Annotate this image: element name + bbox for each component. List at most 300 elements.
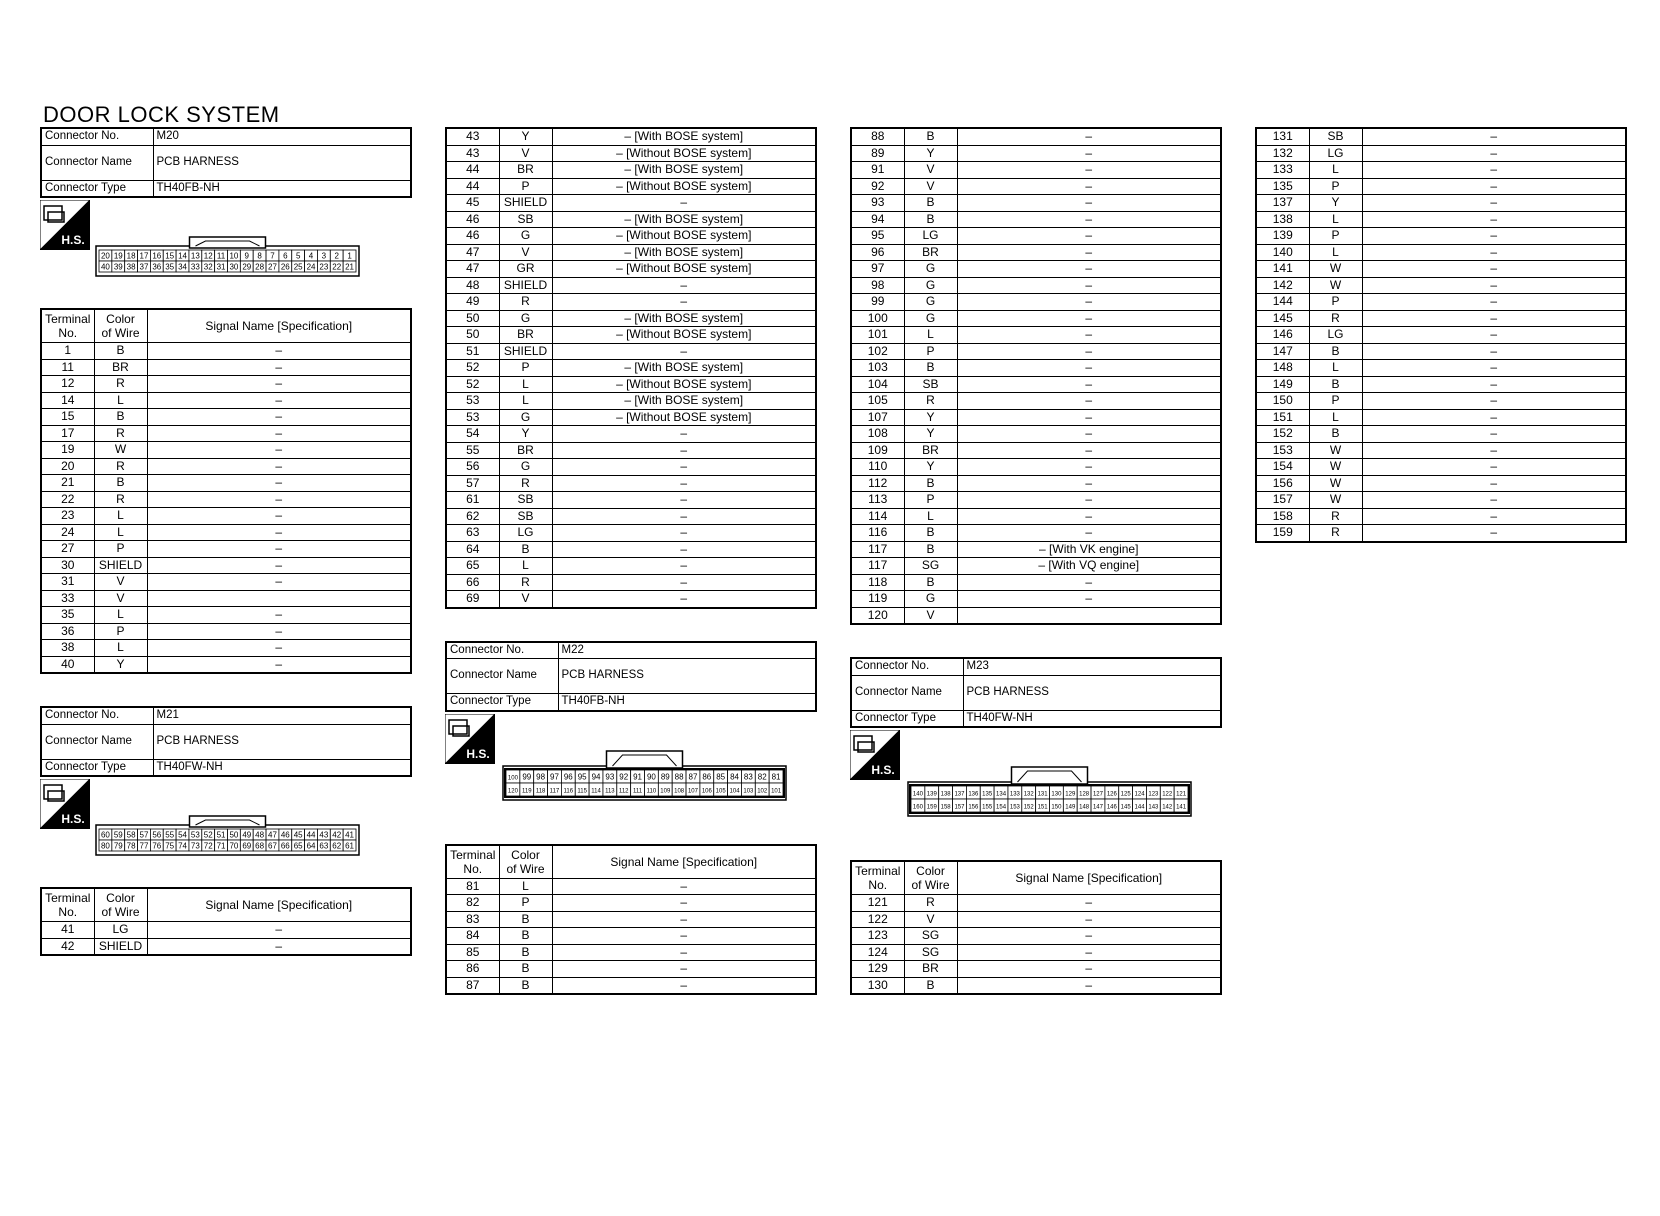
signal-cell: – xyxy=(1362,360,1626,377)
terminal-cell: 19 xyxy=(41,442,94,459)
header-signal: Signal Name [Specification] xyxy=(957,861,1221,895)
pin-number: 37 xyxy=(139,262,149,272)
wire-color-cell: Y xyxy=(499,128,552,145)
wire-color-cell: L xyxy=(1309,409,1362,426)
terminal-cell: 94 xyxy=(851,211,904,228)
table-row xyxy=(446,343,816,360)
pin-number: 77 xyxy=(139,841,149,851)
signal-cell: – xyxy=(957,277,1221,294)
pin-number: 39 xyxy=(113,262,123,272)
wire-color-cell: V xyxy=(94,574,147,591)
wire-color-cell: B xyxy=(904,195,957,212)
table-row xyxy=(446,591,816,608)
pin-number: 112 xyxy=(618,788,629,794)
terminal-cell: 116 xyxy=(851,525,904,542)
signal-cell: – xyxy=(147,359,411,376)
conn-type-value: TH40FB-NH xyxy=(558,694,816,711)
terminal-cell: 144 xyxy=(1256,294,1309,311)
terminal-cell: 119 xyxy=(851,591,904,608)
signal-cell: – xyxy=(1362,327,1626,344)
signal-cell: – xyxy=(147,524,411,541)
terminal-cell: 93 xyxy=(851,195,904,212)
pin-number: 120 xyxy=(507,788,518,794)
pin-number: 82 xyxy=(757,772,767,781)
table-row xyxy=(851,310,1221,327)
table-row xyxy=(851,294,1221,311)
terminal-cell: 142 xyxy=(1256,277,1309,294)
signal-cell: – xyxy=(147,442,411,459)
table-row xyxy=(851,961,1221,978)
wire-color-cell: L xyxy=(499,376,552,393)
pin-number: 32 xyxy=(203,262,213,272)
signal-cell: – [Without BOSE system] xyxy=(552,178,816,195)
wire-color-cell: LG xyxy=(94,922,147,939)
harness-side-icon xyxy=(850,730,900,780)
terminal-cell: 52 xyxy=(446,376,499,393)
connector-info-table xyxy=(40,127,412,198)
terminal-cell: 66 xyxy=(446,574,499,591)
pin-number: 48 xyxy=(255,830,265,840)
signal-cell: – xyxy=(957,525,1221,542)
signal-cell: – xyxy=(957,442,1221,459)
table-row xyxy=(1256,294,1626,311)
signal-cell: – [With BOSE system] xyxy=(552,244,816,261)
header-color: Color of Wire xyxy=(94,309,147,343)
signal-cell: – xyxy=(1362,426,1626,443)
signal-cell: – xyxy=(957,195,1221,212)
table-row xyxy=(851,162,1221,179)
table-row xyxy=(41,574,411,591)
pin-number: 64 xyxy=(306,841,316,851)
terminal-cell: 145 xyxy=(1256,310,1309,327)
conn-no-value: M21 xyxy=(153,707,411,724)
signal-cell: – xyxy=(957,492,1221,509)
signal-cell: – xyxy=(552,492,816,509)
pin-number: 146 xyxy=(1106,804,1117,811)
pin-number: 21 xyxy=(345,262,355,272)
pin-number: 69 xyxy=(242,841,252,851)
pin-number: 141 xyxy=(1176,804,1187,811)
pin-number: 115 xyxy=(577,788,587,794)
terminal-cell: 45 xyxy=(446,195,499,212)
connector-m23-face xyxy=(907,766,1192,818)
pin-number: 96 xyxy=(563,772,573,781)
terminal-cell: 11 xyxy=(41,359,94,376)
signal-cell: – xyxy=(957,944,1221,961)
table-row xyxy=(851,376,1221,393)
table-row xyxy=(446,294,816,311)
wire-color-cell: P xyxy=(499,360,552,377)
table-row xyxy=(851,211,1221,228)
wire-color-cell: P xyxy=(904,492,957,509)
signal-cell: – xyxy=(1362,459,1626,476)
terminal-cell: 121 xyxy=(851,895,904,912)
table-row xyxy=(851,492,1221,509)
pin-number: 137 xyxy=(954,791,965,798)
wire-color-cell: P xyxy=(499,895,552,912)
signal-cell: – xyxy=(147,922,411,939)
table-row xyxy=(1256,178,1626,195)
pin-number: 40 xyxy=(100,262,110,272)
terminal-cell: 131 xyxy=(1256,128,1309,145)
terminal-cell: 122 xyxy=(851,911,904,928)
pin-table-m21 xyxy=(40,887,412,956)
wire-color-cell: V xyxy=(499,591,552,608)
terminal-cell: 62 xyxy=(446,508,499,525)
pin-number: 105 xyxy=(715,788,726,794)
wire-color-cell: L xyxy=(499,878,552,895)
pin-number: 42 xyxy=(332,830,342,840)
pin-number: 85 xyxy=(716,772,726,781)
table-row xyxy=(1256,492,1626,509)
signal-cell: – xyxy=(957,211,1221,228)
terminal-cell: 81 xyxy=(446,878,499,895)
wire-color-cell: G xyxy=(499,409,552,426)
table-row xyxy=(851,895,1221,912)
pin-number: 73 xyxy=(190,841,200,851)
wire-color-cell: SB xyxy=(499,211,552,228)
terminal-cell: 150 xyxy=(1256,393,1309,410)
pin-number: 87 xyxy=(688,772,698,781)
wire-color-cell: R xyxy=(499,294,552,311)
wire-color-cell: SHIELD xyxy=(499,343,552,360)
signal-cell xyxy=(957,607,1221,624)
table-row xyxy=(851,393,1221,410)
wire-color-cell: Y xyxy=(904,409,957,426)
terminal-cell: 23 xyxy=(41,508,94,525)
terminal-cell: 64 xyxy=(446,541,499,558)
terminal-cell: 105 xyxy=(851,393,904,410)
terminal-cell: 88 xyxy=(851,128,904,145)
table-row xyxy=(1256,195,1626,212)
signal-cell: – xyxy=(147,343,411,360)
pin-number: 123 xyxy=(1148,791,1159,798)
terminal-cell: 44 xyxy=(446,178,499,195)
pin-number: 116 xyxy=(563,788,574,794)
wire-color-cell: V xyxy=(904,178,957,195)
pin-number: 103 xyxy=(743,788,754,794)
pin-number: 94 xyxy=(591,772,601,781)
terminal-cell: 154 xyxy=(1256,459,1309,476)
wire-color-cell: P xyxy=(1309,228,1362,245)
terminal-cell: 156 xyxy=(1256,475,1309,492)
pin-number: 155 xyxy=(982,804,993,811)
wire-color-cell: G xyxy=(904,591,957,608)
pin-number: 45 xyxy=(293,830,303,840)
wire-color-cell: R xyxy=(1309,508,1362,525)
table-row xyxy=(446,145,816,162)
pin-number: 99 xyxy=(522,772,532,781)
pin-table-m22-continued xyxy=(850,127,1222,625)
pin-number: 25 xyxy=(293,262,303,272)
header-terminal: Terminal No. xyxy=(446,845,499,879)
pin-number: 67 xyxy=(268,841,277,851)
signal-cell: – xyxy=(552,343,816,360)
table-row xyxy=(446,878,816,895)
signal-cell: – xyxy=(1362,409,1626,426)
connector-face-area xyxy=(850,728,1222,860)
wire-color-cell: B xyxy=(94,475,147,492)
terminal-cell: 43 xyxy=(446,145,499,162)
pin-number: 46 xyxy=(280,830,290,840)
wire-color-cell: B xyxy=(904,977,957,994)
wire-color-cell: R xyxy=(904,895,957,912)
wire-color-cell: V xyxy=(94,590,147,607)
pin-number: 13 xyxy=(190,251,200,261)
terminal-cell: 109 xyxy=(851,442,904,459)
signal-cell: – xyxy=(147,640,411,657)
connector-m23 xyxy=(850,657,1222,995)
terminal-cell: 117 xyxy=(851,541,904,558)
terminal-cell: 31 xyxy=(41,574,94,591)
table-row xyxy=(851,944,1221,961)
pin-number: 133 xyxy=(1009,791,1020,798)
terminal-cell: 87 xyxy=(446,977,499,994)
conn-name-value: PCB HARNESS xyxy=(963,675,1221,710)
pin-number: 148 xyxy=(1079,804,1090,811)
pin-number: 140 xyxy=(912,791,923,798)
connector-latch xyxy=(190,816,266,827)
terminal-cell: 129 xyxy=(851,961,904,978)
header-terminal: Terminal No. xyxy=(851,861,904,895)
table-row xyxy=(851,244,1221,261)
table-row xyxy=(446,409,816,426)
signal-cell: – xyxy=(957,508,1221,525)
pin-number: 38 xyxy=(126,262,136,272)
pin-number: 35 xyxy=(165,262,175,272)
terminal-cell: 51 xyxy=(446,343,499,360)
pin-number: 72 xyxy=(203,841,213,851)
terminal-cell: 141 xyxy=(1256,261,1309,278)
signal-cell: – xyxy=(957,895,1221,912)
pin-number: 127 xyxy=(1092,791,1103,798)
signal-cell: – xyxy=(147,491,411,508)
pin-number: 97 xyxy=(550,772,559,781)
signal-cell: – xyxy=(957,360,1221,377)
wire-color-cell: G xyxy=(904,310,957,327)
terminal-cell: 101 xyxy=(851,327,904,344)
pin-number: 55 xyxy=(165,830,175,840)
pin-number: 91 xyxy=(633,772,643,781)
wire-color-cell: L xyxy=(94,640,147,657)
wire-color-cell: BR xyxy=(499,162,552,179)
table-row xyxy=(446,895,816,912)
terminal-cell: 91 xyxy=(851,162,904,179)
pin-number: 50 xyxy=(229,830,239,840)
pin-number: 119 xyxy=(521,788,532,794)
pin-number: 65 xyxy=(293,841,303,851)
wire-color-cell: B xyxy=(904,525,957,542)
terminal-cell: 54 xyxy=(446,426,499,443)
wire-color-cell: V xyxy=(499,145,552,162)
signal-cell: – xyxy=(552,195,816,212)
table-row xyxy=(446,426,816,443)
pin-number: 111 xyxy=(633,788,643,794)
signal-cell: – xyxy=(957,376,1221,393)
terminal-cell: 33 xyxy=(41,590,94,607)
wire-color-cell: W xyxy=(1309,261,1362,278)
signal-cell: – xyxy=(957,294,1221,311)
table-row xyxy=(1256,145,1626,162)
pin-number: 54 xyxy=(178,830,187,840)
table-row xyxy=(446,310,816,327)
pin-number: 110 xyxy=(646,788,657,794)
signal-cell: – xyxy=(1362,525,1626,542)
signal-cell: – [With VK engine] xyxy=(957,541,1221,558)
table-row xyxy=(41,524,411,541)
table-row xyxy=(851,508,1221,525)
table-row xyxy=(1256,525,1626,542)
terminal-cell: 117 xyxy=(851,558,904,575)
table-row xyxy=(851,977,1221,994)
pin-number: 62 xyxy=(332,841,342,851)
signal-cell: – xyxy=(147,458,411,475)
pin-table-m23-continued xyxy=(1255,127,1627,543)
pin-number: 154 xyxy=(996,804,1007,811)
wire-color-cell: B xyxy=(904,128,957,145)
table-row xyxy=(41,508,411,525)
terminal-cell: 102 xyxy=(851,343,904,360)
wire-color-cell: G xyxy=(499,228,552,245)
signal-cell: – [Without BOSE system] xyxy=(552,261,816,278)
terminal-cell: 135 xyxy=(1256,178,1309,195)
table-row xyxy=(1256,228,1626,245)
table-row xyxy=(41,623,411,640)
terminal-cell: 100 xyxy=(851,310,904,327)
terminal-cell: 148 xyxy=(1256,360,1309,377)
signal-cell: – xyxy=(1362,442,1626,459)
pin-number: 147 xyxy=(1092,804,1103,811)
terminal-cell: 42 xyxy=(41,938,94,955)
conn-no-value: M23 xyxy=(963,658,1221,675)
wire-color-cell: B xyxy=(904,541,957,558)
page-title: DOOR LOCK SYSTEM xyxy=(43,102,280,127)
wire-color-cell: SHIELD xyxy=(94,557,147,574)
pin-number: 122 xyxy=(1162,791,1173,798)
signal-cell: – xyxy=(552,426,816,443)
table-row xyxy=(1256,277,1626,294)
table-row xyxy=(41,922,411,939)
connector-m22 xyxy=(445,641,817,996)
wire-color-cell: L xyxy=(94,524,147,541)
pin-number: 142 xyxy=(1162,804,1173,811)
table-row xyxy=(41,376,411,393)
pin-number: 157 xyxy=(954,804,965,811)
wire-color-cell: GR xyxy=(499,261,552,278)
wire-color-cell: B xyxy=(904,574,957,591)
terminal-cell: 27 xyxy=(41,541,94,558)
signal-cell: – [With BOSE system] xyxy=(552,360,816,377)
wire-color-cell: W xyxy=(1309,442,1362,459)
signal-cell: – xyxy=(1362,277,1626,294)
terminal-cell: 124 xyxy=(851,944,904,961)
conn-name-label: Connector Name xyxy=(851,675,963,710)
pin-number: 81 xyxy=(771,772,781,781)
pin-table-m21-continued xyxy=(445,127,817,609)
pin-number: 9 xyxy=(244,251,250,261)
conn-no-label: Connector No. xyxy=(41,707,153,724)
signal-cell: – xyxy=(1362,492,1626,509)
wire-color-cell: W xyxy=(1309,277,1362,294)
terminal-cell: 146 xyxy=(1256,327,1309,344)
signal-cell: – xyxy=(552,977,816,994)
pin-number: 29 xyxy=(242,262,252,272)
pin-number: 56 xyxy=(152,830,162,840)
terminal-cell: 82 xyxy=(446,895,499,912)
signal-cell: – xyxy=(552,928,816,945)
table-row xyxy=(851,459,1221,476)
signal-cell: – xyxy=(147,557,411,574)
wire-color-cell: V xyxy=(904,607,957,624)
pin-number: 90 xyxy=(646,772,656,781)
connector-face-area xyxy=(40,198,412,308)
pin-number: 156 xyxy=(968,804,979,811)
table-row xyxy=(41,541,411,558)
wire-color-cell: R xyxy=(94,458,147,475)
connector-info-table xyxy=(40,706,412,777)
wire-color-cell: P xyxy=(94,541,147,558)
wire-color-cell: BR xyxy=(499,442,552,459)
table-row xyxy=(1256,261,1626,278)
terminal-cell: 157 xyxy=(1256,492,1309,509)
connector-info-table xyxy=(850,657,1222,728)
wire-color-cell: B xyxy=(499,928,552,945)
signal-cell: – xyxy=(147,376,411,393)
wire-color-cell: P xyxy=(94,623,147,640)
pin-number: 83 xyxy=(743,772,753,781)
table-row xyxy=(41,343,411,360)
conn-type-value: TH40FW-NH xyxy=(963,710,1221,727)
table-row xyxy=(851,911,1221,928)
table-row xyxy=(1256,310,1626,327)
pin-number: 6 xyxy=(283,251,288,261)
signal-cell: – xyxy=(957,977,1221,994)
table-row xyxy=(446,961,816,978)
signal-cell: – xyxy=(957,591,1221,608)
wire-color-cell: BR xyxy=(904,442,957,459)
wire-color-cell: G xyxy=(499,459,552,476)
pin-number: 76 xyxy=(152,841,162,851)
pin-number: 30 xyxy=(229,262,239,272)
pin-number: 75 xyxy=(165,841,175,851)
pin-number: 107 xyxy=(687,788,698,794)
signal-cell: – xyxy=(147,656,411,673)
table-row xyxy=(1256,244,1626,261)
wire-color-cell: B xyxy=(904,360,957,377)
signal-cell: – xyxy=(957,574,1221,591)
table-row xyxy=(446,944,816,961)
wire-color-cell: L xyxy=(1309,211,1362,228)
pin-number: 20 xyxy=(100,251,110,261)
table-row xyxy=(446,442,816,459)
table-row xyxy=(446,525,816,542)
pin-number: 149 xyxy=(1065,804,1076,811)
terminal-cell: 46 xyxy=(446,228,499,245)
harness-side-icon xyxy=(40,779,90,829)
table-row xyxy=(446,261,816,278)
table-row xyxy=(1256,508,1626,525)
connector-m20 xyxy=(40,127,412,674)
table-row xyxy=(446,911,816,928)
terminal-cell: 40 xyxy=(41,656,94,673)
table-row xyxy=(446,928,816,945)
conn-name-value: PCB HARNESS xyxy=(558,659,816,694)
pin-number: 129 xyxy=(1065,791,1076,798)
terminal-cell: 53 xyxy=(446,409,499,426)
svg-text:H.S.: H.S. xyxy=(871,763,895,777)
pin-number: 153 xyxy=(1009,804,1020,811)
signal-cell: – xyxy=(552,878,816,895)
